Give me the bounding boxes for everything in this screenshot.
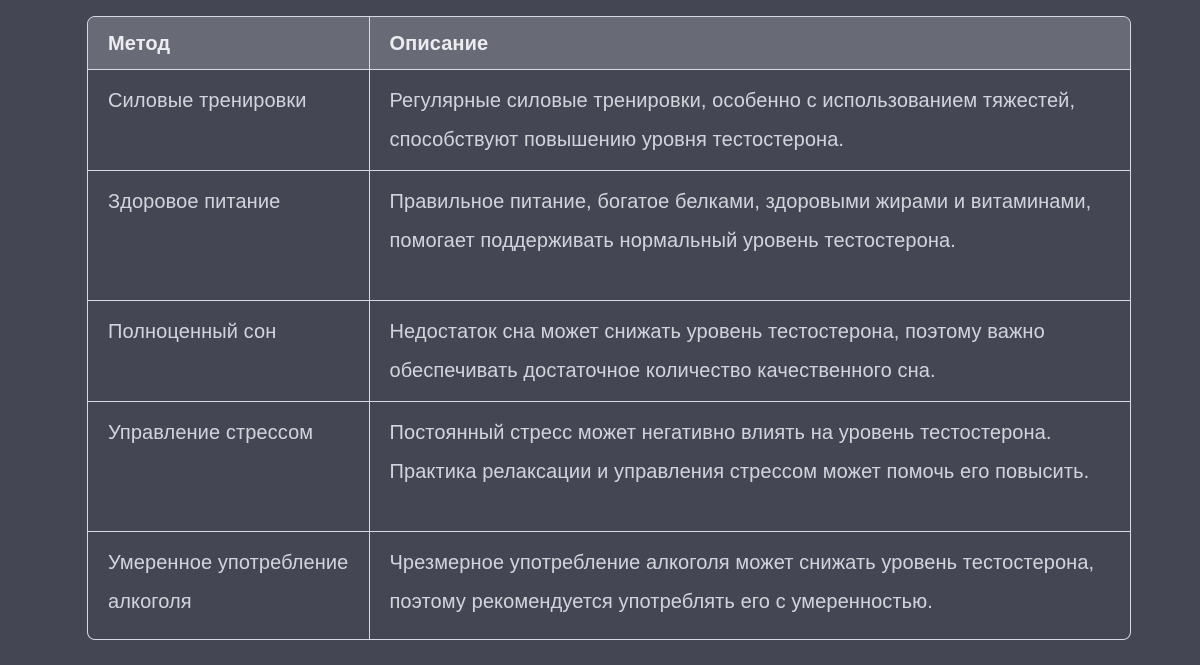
cell-method: Полноценный сон (88, 300, 369, 401)
header-description: Описание (369, 17, 1130, 69)
cell-description: Чрезмерное употребление алкоголя может снижать уровень тестостерона, поэтому рекомендуется употреблять его с умеренностью. (369, 531, 1130, 640)
cell-method: Умеренное употребление алкоголя (88, 531, 369, 640)
table-header-row (88, 17, 1130, 69)
table-row (88, 170, 1130, 300)
methods-table (87, 16, 1131, 640)
table-row (88, 300, 1130, 401)
cell-description: Регулярные силовые тренировки, особенно с использованием тяжестей, способствуют повышению уровня тестостерона. (369, 69, 1130, 170)
table-row (88, 401, 1130, 531)
table-row (88, 69, 1130, 170)
table-row (88, 531, 1130, 640)
methods-table-grid (88, 17, 1130, 640)
cell-method: Управление стрессом (88, 401, 369, 531)
header-method: Метод (88, 17, 369, 69)
cell-description: Недостаток сна может снижать уровень тестостерона, поэтому важно обеспечивать достаточное количество качественного сна. (369, 300, 1130, 401)
cell-description: Постоянный стресс может негативно влиять на уровень тестостерона. Практика релаксации и управления стрессом может помочь его повысить. (369, 401, 1130, 531)
cell-method: Здоровое питание (88, 170, 369, 300)
cell-description: Правильное питание, богатое белками, здоровыми жирами и витаминами, помогает поддерживать нормальный уровень тестостерона. (369, 170, 1130, 300)
cell-method: Силовые тренировки (88, 69, 369, 170)
